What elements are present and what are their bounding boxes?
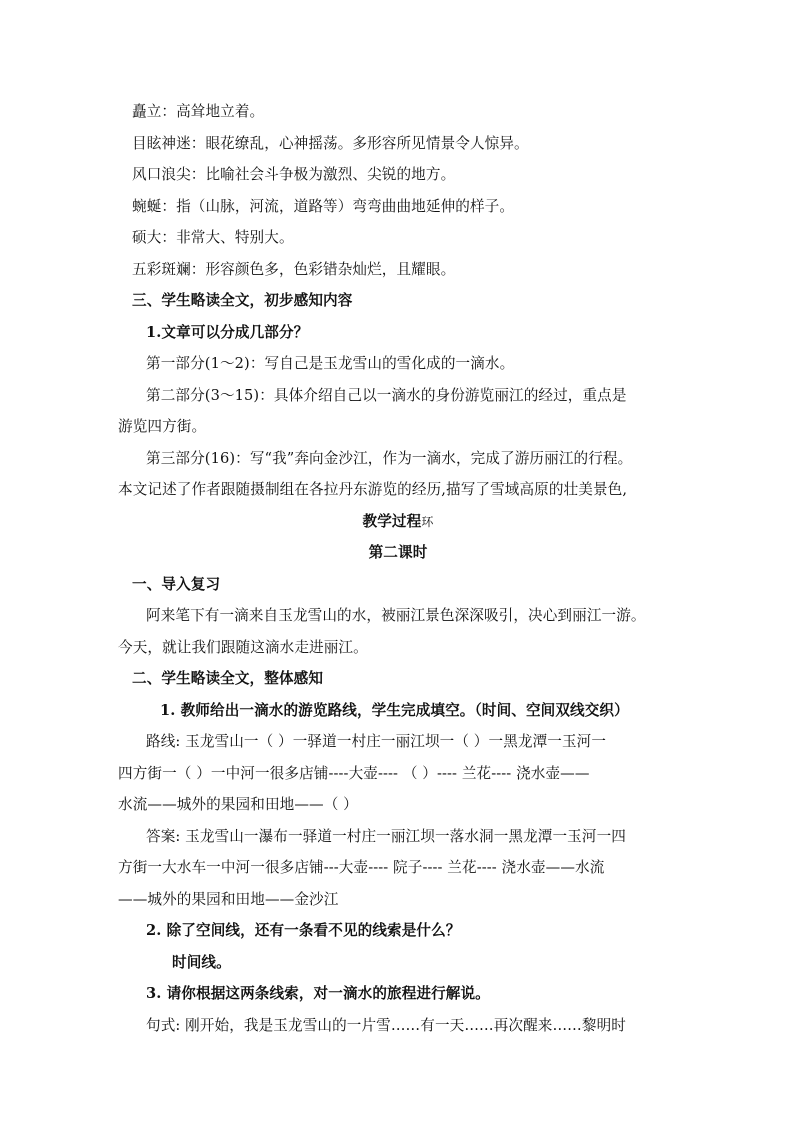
paragraph: 游览四方街。 [118,418,207,435]
paragraph: 本文记述了作者跟随摄制组在各拉丹东游览的经历,描写了雪域高原的壮美景色, [118,481,628,498]
section-heading: 一、导入复习 [132,575,221,593]
vocab-item: 五彩斑斓：形容颜色多，色彩错杂灿烂，且耀眼。 [132,260,456,278]
page-title [118,506,678,538]
section-heading: 二、学生略读全文，整体感知 [132,670,324,687]
paragraph: ——城外的果园和田地——金沙江 [118,890,339,908]
paragraph: 阿来笔下有一滴来自玉龙雪山的水，被丽江景色深深吸引，决心到丽江一游。 [146,607,646,624]
answer: 时间线。 [172,953,231,971]
process-title-mark: 环 [421,514,434,529]
section-heading: 三、学生略读全文，初步感知内容 [132,292,353,309]
paragraph: 路线: 玉龙雪山一（ ）一驿道一村庄一丽江坝一（ ）一黑龙潭一玉河一 [146,733,607,750]
lesson-title: 第二课时 [368,544,428,561]
paragraph: 今天，就让我们跟随这滴水走进丽江。 [118,638,368,656]
vocab-item: 风口浪尖：比喻社会斗争极为激烈、尖锐的地方。 [132,166,456,183]
question: 2. 除了空间线，还有一条看不见的线索是什么？ [146,922,461,939]
paragraph: 第一部分(1～2)：写自己是玉龙雪山的雪化成的一滴水。 [146,355,515,372]
paragraph: 答案: 玉龙雪山一瀑布一驿道一村庄一丽江坝一落水洞一黑龙潭一玉河一四 [146,827,626,845]
vocab-item: 硕大：非常大、特别大。 [132,229,294,246]
paragraph: 四方街一（ ）一中河一很多店铺----大壶---- （ ）---- 兰花---- 浇水壶—— [118,764,590,782]
paragraph: 句式: 刚开始，我是玉龙雪山的一片雪……有一天……再次醒来……黎明时 [146,1016,626,1034]
paragraph: 第三部分(16)：写“我”奔向金沙江，作为一滴水，完成了游历丽江的行程。 [146,449,633,467]
paragraph: 方街一大水车一中河一很多店铺---大壶---- 院子---- 兰花---- 浇水壶——水流 [118,859,605,876]
vocab-item: 蜿蜒：指（山脉，河流，道路等）弯弯曲曲地延伸的样子。 [132,197,515,215]
vocab-item: 目眩神迷：眼花缭乱，心神摇荡。多形容所见情景令人惊异。 [132,134,529,152]
document-page [118,96,678,1041]
vocab-item: 矗立：高耸地立着。 [132,103,265,120]
question: 1.文章可以分成几部分？ [146,323,309,341]
question: 1. 教师给出一滴水的游览路线，学生完成填空。（时间、空间双线交织） [160,701,629,719]
process-title: 教学过程 [362,512,422,530]
paragraph: 第二部分(3～15)：具体介绍自己以一滴水的身份游览丽江的经过，重点是 [146,386,627,404]
paragraph: 水流——城外的果园和田地——（ ） [118,796,358,813]
question: 3. 请你根据这两条线索，对一滴水的旅程进行解说。 [146,985,490,1002]
